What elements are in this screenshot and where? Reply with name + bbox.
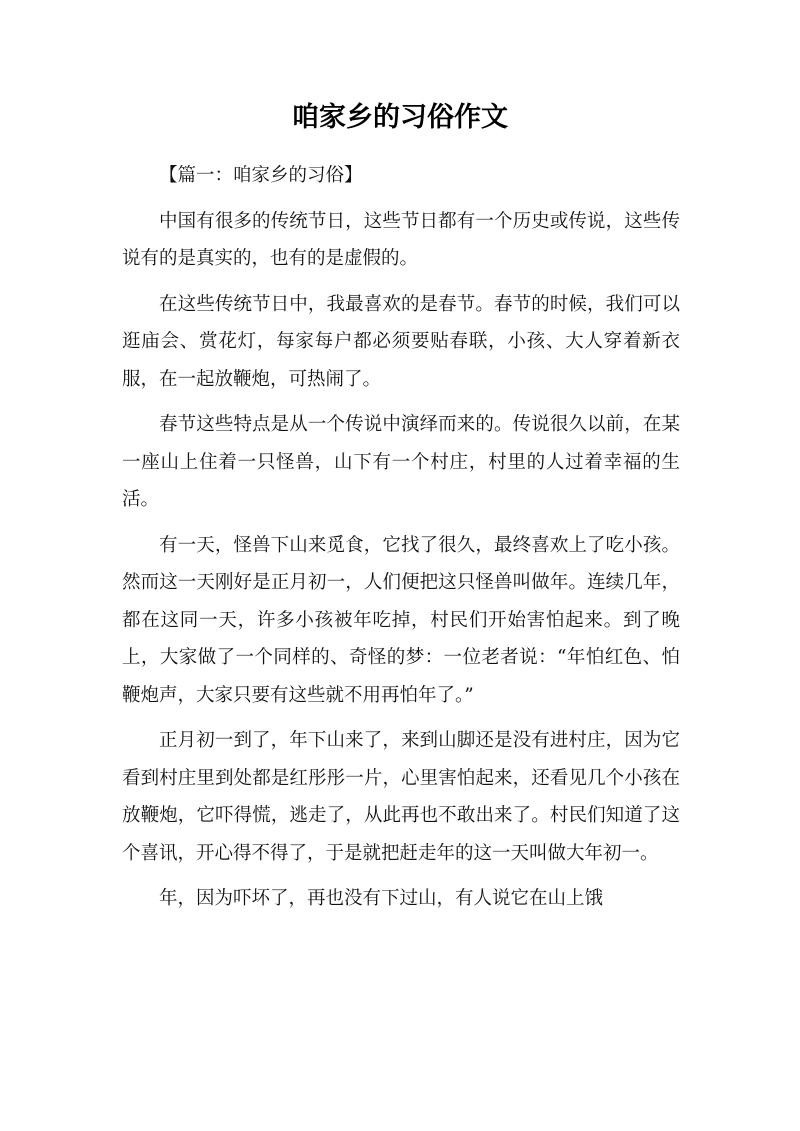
document-body [122,157,680,926]
paragraph: 年，因为吓坏了，再也没有下过山，有人说它在山上饿 [159,888,604,909]
paragraph: 中国有很多的传统节日，这些节日都有一个历史或传说，这些传说有的是真实的，也有的是虚假的。 [122,210,680,269]
paragraph: 春节这些特点是从一个传说中演绎而来的。传说很久以前，在某一座山上住着一只怪兽，山下有一个村庄，村里的人过着幸福的生活。 [122,414,680,510]
paragraph: 正月初一到了，年下山来了，来到山脚还是没有进村庄，因为它看到村庄里到处都是红彤彤一片，心里害怕起来，还看见几个小孩在放鞭炮，它吓得慌，逃走了，从此再也不敢出来了。村民们知道了这个喜讯，开心得不得了，于是就把赶走年的这一天叫做大年初一。 [122,730,680,864]
section-heading: 【篇一：咱家乡的习俗】 [159,165,363,186]
paragraph: 在这些传统节日中，我最喜欢的是春节。春节的时候，我们可以逛庙会、赏花灯，每家每户都必须要贴春联，小孩、大人穿着新衣服，在一起放鞭炮，可热闹了。 [122,293,680,390]
document-title: 咱家乡的习俗作文 [292,102,508,133]
paragraph: 有一天，怪兽下山来觅食，它找了很久，最终喜欢上了吃小孩。然而这一天刚好是正月初一，人们便把这只怪兽叫做年。连续几年，都在这同一天，许多小孩被年吃掉，村民们开始害怕起来。到了晚上，大家做了一个同样的、奇怪的梦：一位老者说：“年怕红色、怕鞭炮声，大家只要有这些就不用再怕年了。” [122,534,680,706]
